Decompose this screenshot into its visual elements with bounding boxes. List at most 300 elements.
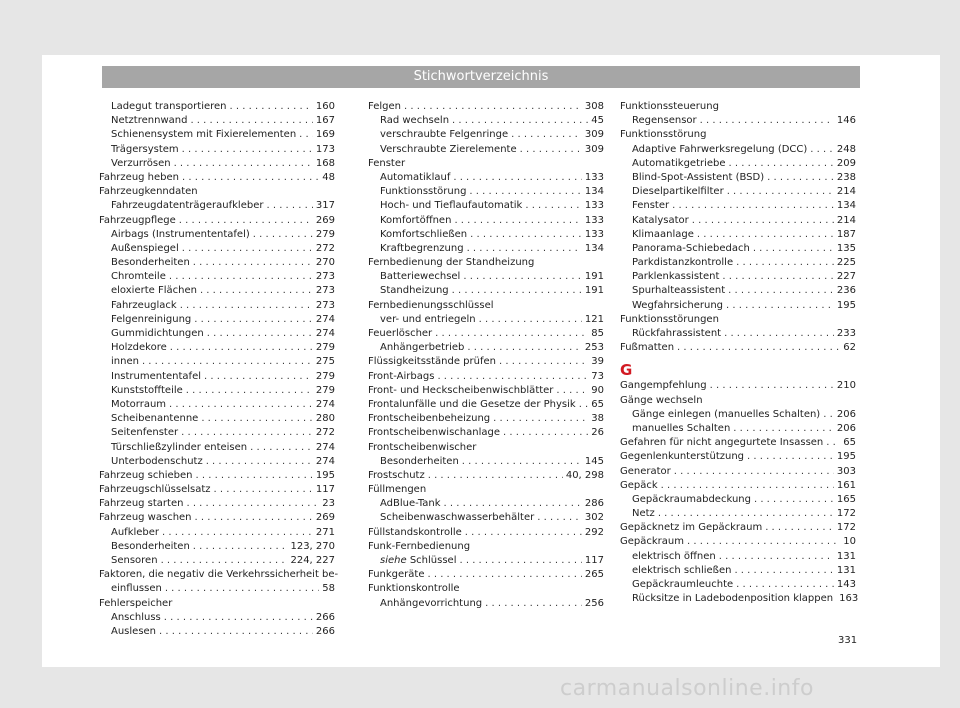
dot-leader [404,100,582,114]
index-letter-heading: G [620,361,633,380]
index-entry-page[interactable]: 23 [322,498,335,510]
index-entry-page[interactable]: 134 [836,200,856,212]
index-entry-page[interactable]: 225 [836,257,856,269]
index-entry-page[interactable]: 279 [315,370,335,382]
dot-leader [165,582,319,596]
index-entry-page[interactable]: 256 [584,597,604,609]
dot-leader [736,578,834,592]
index-entry-page[interactable]: 26 [591,427,604,439]
dot-leader [747,450,834,464]
index-entry [620,199,856,213]
index-entry-page[interactable]: 172 [836,508,856,520]
index-entry-page[interactable]: 133 [584,214,604,226]
index-entry [620,379,856,393]
index-column-3 [620,100,859,606]
index-entry [368,143,604,157]
index-entry-page[interactable]: 273 [315,299,335,311]
index-heading: Gänge wechseln [620,394,703,406]
index-entry-label: Frontalunfälle und die Gesetze der Physik [368,398,576,410]
index-entry [368,327,604,341]
index-entry-label: Gepäckraum [620,536,684,548]
index-entry-page[interactable]: 274 [315,313,335,325]
dot-leader [182,242,313,256]
index-entry-page[interactable]: 303 [836,465,856,477]
index-entry-label: Anschluss [111,611,161,623]
dot-leader [726,299,834,313]
index-entry-page[interactable]: 146 [836,115,856,127]
index-entry [620,578,856,592]
dot-leader [454,214,581,228]
index-entry-page[interactable]: 266 [315,611,335,623]
index-entry-page[interactable]: 163 [839,593,859,605]
dot-leader [697,228,834,242]
index-entry-page[interactable]: 172 [836,522,856,534]
index-entry-page[interactable]: 169 [315,129,335,141]
index-entry-label: Trägersystem [111,143,179,155]
index-entry-label: Türschließzylinder enteisen [111,441,248,453]
index-entry [620,256,856,270]
dot-leader [658,507,834,521]
index-entry-label: Gepäckraumleuchte [632,579,734,590]
index-entry-page[interactable]: 195 [315,469,335,481]
dot-leader [207,327,313,341]
index-entry [99,242,335,256]
index-entry-label: Wegfahrsicherung [632,299,724,311]
index-entry-page[interactable]: 275 [315,356,335,368]
index-entry-page[interactable]: 273 [315,285,335,297]
index-entry [620,143,856,157]
index-entry-label: Auslesen [111,625,157,637]
index-entry-page[interactable]: 58 [322,583,335,595]
dot-leader [465,526,582,540]
index-entry-page[interactable]: 206 [836,422,856,434]
index-entry [99,341,335,355]
index-entry-page[interactable]: 233 [836,328,856,339]
dot-leader [674,465,834,479]
index-entry [620,450,856,464]
index-entry-label: einflussen [111,583,162,595]
index-entry-page[interactable]: 272 [315,242,335,254]
dot-leader [556,384,588,398]
index-entry-label: Gepäck [620,479,658,491]
index-entry [99,128,335,142]
index-entry-label: Chromteile [111,271,166,283]
index-entry-page[interactable]: 214 [836,214,856,226]
dot-leader [467,341,582,355]
index-heading: Frontscheibenwischer [368,441,477,453]
index-entry [99,214,335,228]
index-entry-page[interactable]: 133 [584,200,604,212]
index-entry-label: Komfortöffnen [380,214,452,226]
index-entry [620,535,856,549]
index-entry-page[interactable]: 286 [584,498,604,510]
index-entry-label: Frostschutz [368,469,425,481]
index-entry-page[interactable]: 161 [836,479,856,491]
index-heading: Funktionskontrolle [368,583,460,595]
index-entry [620,185,856,199]
index-entry [368,526,604,540]
dot-leader [170,341,313,355]
dot-leader [753,242,834,256]
dot-leader [427,568,581,582]
index-entry-label: Sensoren [111,555,158,566]
index-entry [99,526,335,540]
index-entry-label: Besonderheiten [380,455,459,467]
index-entry-page[interactable]: 90 [591,384,604,396]
index-entry-label: Rückfahrassistent [632,328,722,339]
index-entry [620,408,856,422]
index-entry-label: elektrisch schließen [632,564,732,576]
dot-leader [194,313,313,327]
index-entry [99,412,335,426]
index-entry-label: Gefahren für nicht angegurtete Insassen [620,437,824,449]
index-entry-page[interactable]: 85 [591,328,604,339]
index-entry-page[interactable]: 65 [591,398,604,410]
index-entry [99,483,335,497]
index-entry-page[interactable]: 168 [315,157,335,169]
index-entry-label: Schienensystem mit Fixierelementen [111,129,297,141]
index-heading: Füllmengen [368,484,427,496]
index-entry-page[interactable]: 309 [584,143,604,155]
index-entry-label: Hoch- und Tieflaufautomatik [380,200,523,212]
index-entry-page[interactable]: 65 [843,437,856,449]
index-entry-label: Komfortschließen [380,228,468,240]
index-entry-page[interactable]: 123, 270 [290,540,335,552]
index-entry-label: Rücksitze in Ladebodenposition klappen [632,593,834,605]
index-entry [368,398,604,412]
index-entry [368,568,604,582]
index-entry-page[interactable]: 214 [836,186,856,198]
index-entry-page[interactable]: 73 [591,370,604,382]
index-entry-page[interactable]: 269 [315,214,335,226]
index-entry [368,228,604,242]
dot-leader [437,370,588,384]
index-entry-page[interactable]: 133 [584,228,604,240]
index-entry-label: innen [111,356,139,368]
index-entry-label: Scheibenwaschwasserbehälter [380,512,535,524]
index-entry [620,507,856,521]
index-entry [99,299,335,313]
dot-leader [186,497,319,511]
dot-leader [661,479,834,493]
dot-leader [485,597,582,611]
index-entry-page[interactable]: 274 [315,441,335,453]
index-entry-label: Außenspiegel [111,242,179,254]
index-entry-page[interactable]: 10 [843,536,856,548]
index-entry-page[interactable]: 145 [584,455,604,467]
index-entry-page[interactable]: 279 [315,384,335,396]
index-entry-label: Dieselpartikelfilter [632,186,724,198]
index-entry-text: Schlüssel [409,555,457,566]
index-entry-page[interactable]: 135 [836,242,856,254]
dot-leader [204,370,313,384]
index-entry-page[interactable]: 40, 298 [565,469,604,481]
index-entry-label: Gegenlenkunterstützung [620,451,745,463]
index-entry-page[interactable]: 238 [836,171,856,183]
index-entry-page[interactable]: 308 [584,101,604,112]
index-entry-label: Fahrzeug heben [99,171,180,183]
index-entry [368,284,604,298]
index-entry-page[interactable]: 279 [315,342,335,354]
index-entry-page[interactable]: 195 [836,451,856,463]
dot-leader [179,214,313,228]
index-entry-label: Rad wechseln [380,115,450,127]
dot-leader [180,299,313,313]
index-entry-label: Felgenreinigung [111,313,192,325]
dot-leader [435,327,588,341]
dot-leader [754,493,834,507]
index-entry-label: Batteriewechsel [380,271,461,283]
index-entry-page[interactable]: 191 [584,271,604,283]
index-entry [620,284,856,298]
dot-leader [470,228,582,242]
index-entry [620,114,856,128]
index-entry-page[interactable]: 227 [836,271,856,283]
index-entry-page[interactable]: 210 [836,380,856,392]
index-entry-page[interactable]: 279 [315,228,335,240]
index-entry [368,313,604,327]
index-entry-label: Parkdistanzkontrolle [632,257,734,269]
index-entry-label: Generator [620,465,671,477]
index-entry [99,355,335,369]
index-entry-page[interactable]: 317 [315,200,335,212]
index-entry [620,341,856,355]
index-entry-page[interactable]: 266 [315,625,335,637]
index-entry [99,143,335,157]
dot-leader [767,171,834,185]
see-reference: siehe [380,555,407,566]
index-entry-label: Fahrzeugpflege [99,214,176,226]
index-entry [368,185,604,199]
index-entry-label: Fahrzeug starten [99,498,184,510]
index-entry-page[interactable]: 272 [315,427,335,439]
index-entry [368,554,604,568]
index-entry-page[interactable]: 187 [836,228,856,240]
dot-leader [765,521,834,535]
dot-leader [493,412,588,426]
index-entry [368,355,604,369]
index-entry-label: Seitenfenster [111,427,179,439]
index-entry-label: Motorraum [111,398,167,410]
index-entry [620,479,856,493]
index-column-1 [99,100,339,639]
index-entry-label: Feuerlöscher [368,328,433,339]
dot-leader [452,284,582,298]
index-entry-label: Kunststoffteile [111,384,183,396]
index-entry-label: Front-Airbags [368,370,435,382]
index-entry [620,592,859,606]
dot-leader [503,426,588,440]
index-entry-label: Gepäckraumabdeckung [632,493,751,505]
index-entry [99,114,335,128]
index-entry-page[interactable]: 195 [836,299,856,311]
index-entry-page[interactable]: 121 [584,313,604,325]
index-entry [368,469,604,483]
index-entry-label: Fahrzeug schieben [99,469,193,481]
index-entry-page[interactable]: 131 [836,550,856,562]
index-entry-page[interactable]: 248 [836,143,856,155]
index-entry-page[interactable]: 280 [315,413,335,425]
page-number: 331 [838,635,858,646]
index-entry-page[interactable]: 209 [836,157,856,169]
index-entry [368,270,604,284]
index-entry [99,270,335,284]
dot-leader [195,511,313,525]
index-entry [620,214,856,228]
dot-leader [823,408,834,422]
index-entry-page[interactable]: 167 [315,115,335,127]
dot-leader [537,511,582,525]
dot-leader [186,384,313,398]
index-heading: Fernbedienungsschlüssel [368,299,494,311]
dot-leader [736,256,834,270]
index-entry-page[interactable]: 236 [836,285,856,297]
index-entry-label: AdBlue-Tank [380,498,441,510]
dot-leader [230,100,313,114]
dot-leader [250,441,313,455]
index-entry-page[interactable]: 253 [584,342,604,354]
index-entry-page[interactable]: 39 [591,356,604,368]
index-entry [620,422,856,436]
index-entry [99,171,335,185]
dot-leader [469,185,581,199]
index-entry [99,582,335,596]
index-entry-label: Fußmatten [620,342,675,354]
index-entry-page[interactable]: 274 [315,328,335,339]
index-entry-page[interactable]: 273 [315,271,335,283]
dot-leader [193,540,288,554]
index-entry-page[interactable]: 165 [836,493,856,505]
index-entry-page[interactable]: 160 [315,101,335,112]
index-entry [620,465,856,479]
dot-leader [206,455,313,469]
index-entry-page[interactable]: 117 [315,484,335,496]
dot-leader [724,327,834,341]
dot-leader [214,483,313,497]
index-entry [368,370,604,384]
dot-leader [190,114,312,128]
index-entry-label: Anhängerbetrieb [380,342,465,354]
dot-leader [182,143,313,157]
index-entry-label: Verschraubte Zierelemente [380,143,517,155]
index-entry-page[interactable]: 173 [315,143,335,155]
index-entry-page[interactable]: 143 [836,579,856,590]
index-entry-page[interactable]: 62 [843,342,856,354]
dot-leader [479,313,582,327]
index-entry-page[interactable]: 48 [322,171,335,183]
index-entry-page[interactable]: 292 [584,526,604,538]
index-entry-page[interactable]: 131 [836,564,856,576]
dot-leader [444,497,582,511]
dot-leader [687,535,840,549]
dot-leader [193,256,313,270]
index-entry [368,497,604,511]
index-entry-label: Blind-Spot-Assistent (BSD) [632,171,765,183]
index-entry-page[interactable]: 206 [836,408,856,420]
dot-leader [162,526,313,540]
index-entry [99,384,335,398]
index-entry [368,100,604,114]
index-entry [99,199,335,213]
index-entry-page[interactable]: 270 [315,257,335,269]
index-entry-page[interactable]: 133 [584,171,604,183]
index-entry-label: Gangempfehlung [620,380,707,392]
index-entry-label: ver- und entriegeln [380,313,476,325]
dot-leader [719,550,834,564]
index-entry-page[interactable]: 117 [584,555,604,566]
index-entry-page[interactable]: 134 [584,186,604,198]
index-entry-label: Füllstandskontrolle [368,526,462,538]
index-entry-page[interactable]: 38 [591,413,604,425]
index-entry-page[interactable]: 134 [584,242,604,254]
dot-leader [677,341,840,355]
index-heading: Funktionsstörung [620,129,707,141]
index-entry-page[interactable]: 269 [315,512,335,524]
index-entry-label: verschraubte Felgenringe [380,129,509,141]
index-entry-label: Felgen [368,101,401,112]
index-entry-page[interactable]: 265 [584,569,604,581]
index-entry-label [380,554,456,568]
dot-leader [182,171,319,185]
index-entry [620,521,856,535]
index-heading: Fernbedienung der Standheizung [368,257,535,269]
index-entry-label: Funktionsstörung [380,186,467,198]
index-entry-label: Fahrzeug waschen [99,512,192,524]
index-entry [620,228,856,242]
index-entry-label: Netztrennwand [111,115,188,127]
index-entry-label: eloxierte Flächen [111,285,197,297]
index-entry-label: Funkgeräte [368,569,425,581]
index-entry [99,426,335,440]
index-heading: Funktionssteuerung [620,101,719,112]
index-entry-page[interactable]: 309 [584,129,604,141]
index-entry-label: Spurhalteassistent [632,285,726,297]
index-entry-label: Unterbodenschutz [111,455,203,467]
index-entry [99,611,335,625]
dot-leader [452,114,588,128]
index-entry [368,384,604,398]
index-entry [620,270,856,284]
dot-leader [672,199,834,213]
index-entry [620,436,856,450]
index-entry-page[interactable]: 274 [315,455,335,467]
dot-leader [700,114,834,128]
dot-leader [201,412,313,426]
dot-leader [511,128,582,142]
dot-leader [525,199,582,213]
index-entry-page[interactable]: 45 [591,115,604,127]
index-entry-label: Besonderheiten [111,257,190,269]
index-entry [99,228,335,242]
index-entry-label: Panorama-Schiebedach [632,242,750,254]
index-entry-label: Frontscheibenbeheizung [368,413,491,425]
index-entry-page[interactable]: 302 [584,512,604,524]
index-entry-page[interactable]: 191 [584,285,604,297]
index-entry-label: Parklenkassistent [632,271,720,283]
index-entry-page[interactable]: 274 [315,398,335,410]
index-entry [99,540,335,554]
index-entry [99,511,335,525]
index-entry-page[interactable]: 224, 227 [290,555,335,566]
index-entry [99,554,335,568]
index-entry-label: Automatiklauf [380,171,451,183]
index-entry [368,341,604,355]
dot-leader [692,214,834,228]
index-entry-page[interactable]: 271 [315,526,335,538]
index-entry-label: Ladegut transportieren [111,101,227,112]
index-entry [99,157,335,171]
index-entry [99,625,335,639]
